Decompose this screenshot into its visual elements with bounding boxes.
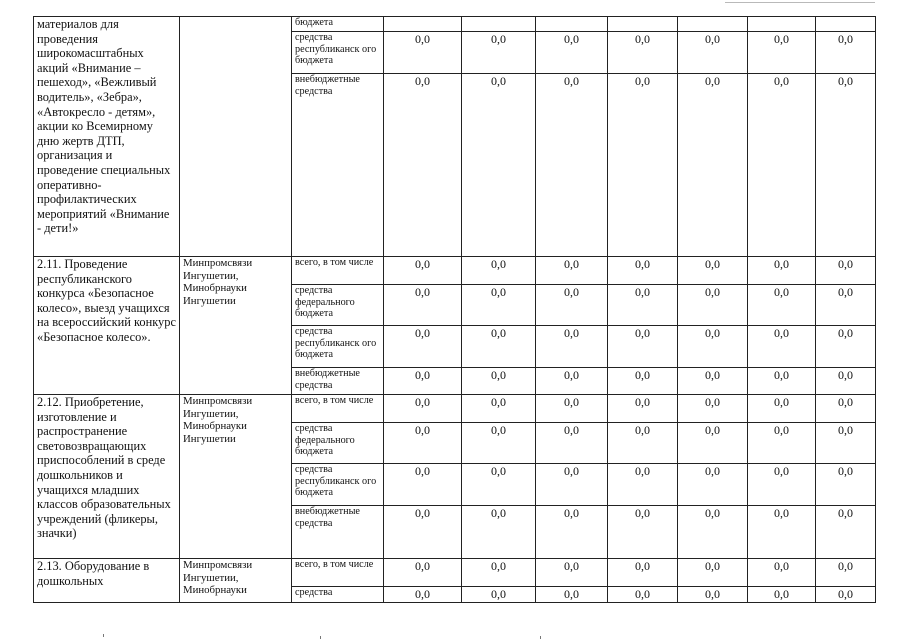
value-cell: 0,0: [536, 368, 608, 395]
executor-cell: Минпромсвязи Ингушетии, Минобрнауки: [180, 559, 292, 603]
value-cell: 0,0: [384, 423, 462, 464]
table-row: [34, 559, 876, 587]
value-cell: 0,0: [816, 464, 876, 506]
value-cell: 0,0: [462, 559, 536, 587]
value-cell: [536, 17, 608, 32]
value-cell: 0,0: [462, 326, 536, 368]
value-cell: 0,0: [816, 257, 876, 285]
value-cell: 0,0: [384, 559, 462, 587]
value-cell: 0,0: [816, 395, 876, 423]
value-cell: 0,0: [678, 326, 748, 368]
funding-source-cell: средства федерального бюджета: [292, 285, 384, 326]
value-cell: 0,0: [608, 423, 678, 464]
value-cell: 0,0: [384, 285, 462, 326]
value-cell: 0,0: [462, 464, 536, 506]
value-cell: 0,0: [384, 587, 462, 603]
value-cell: 0,0: [678, 587, 748, 603]
value-cell: 0,0: [536, 423, 608, 464]
value-cell: 0,0: [536, 587, 608, 603]
value-cell: 0,0: [678, 74, 748, 257]
value-cell: 0,0: [816, 74, 876, 257]
value-cell: 0,0: [816, 326, 876, 368]
value-cell: 0,0: [608, 506, 678, 559]
value-cell: 0,0: [678, 257, 748, 285]
value-cell: 0,0: [678, 395, 748, 423]
value-cell: 0,0: [816, 285, 876, 326]
funding-source-cell: внебюджетные средства: [292, 368, 384, 395]
scan-speck: [540, 636, 541, 639]
value-cell: 0,0: [748, 257, 816, 285]
value-cell: [384, 17, 462, 32]
value-cell: 0,0: [462, 368, 536, 395]
value-cell: [678, 17, 748, 32]
value-cell: 0,0: [608, 32, 678, 74]
value-cell: 0,0: [536, 464, 608, 506]
value-cell: 0,0: [816, 32, 876, 74]
value-cell: [462, 17, 536, 32]
value-cell: 0,0: [748, 506, 816, 559]
value-cell: 0,0: [816, 587, 876, 603]
value-cell: 0,0: [462, 395, 536, 423]
value-cell: 0,0: [816, 368, 876, 395]
scan-speck: [103, 634, 104, 637]
value-cell: 0,0: [384, 395, 462, 423]
value-cell: [608, 17, 678, 32]
executor-cell: [180, 17, 292, 257]
value-cell: 0,0: [748, 74, 816, 257]
value-cell: 0,0: [678, 506, 748, 559]
value-cell: 0,0: [748, 587, 816, 603]
value-cell: 0,0: [608, 559, 678, 587]
funding-source-cell: всего, в том числе: [292, 257, 384, 285]
activity-cell: 2.11. Проведение республиканского конкурса «Безопасное колесо», выезд учащихся на всероссийский конкурс «Безопасное колесо».: [34, 257, 180, 395]
funding-source-cell: внебюджетные средства: [292, 74, 384, 257]
value-cell: 0,0: [384, 326, 462, 368]
budget-table: [33, 16, 876, 603]
value-cell: 0,0: [462, 32, 536, 74]
value-cell: 0,0: [608, 395, 678, 423]
funding-source-cell: всего, в том числе: [292, 559, 384, 587]
value-cell: 0,0: [748, 368, 816, 395]
value-cell: 0,0: [536, 257, 608, 285]
value-cell: 0,0: [678, 368, 748, 395]
value-cell: 0,0: [608, 464, 678, 506]
value-cell: 0,0: [536, 74, 608, 257]
value-cell: 0,0: [678, 464, 748, 506]
value-cell: 0,0: [748, 395, 816, 423]
funding-source-cell: средства республиканск ого бюджета: [292, 32, 384, 74]
table-row: [34, 395, 876, 423]
value-cell: 0,0: [608, 285, 678, 326]
value-cell: 0,0: [384, 506, 462, 559]
value-cell: 0,0: [536, 395, 608, 423]
value-cell: 0,0: [748, 559, 816, 587]
value-cell: 0,0: [748, 32, 816, 74]
value-cell: 0,0: [384, 74, 462, 257]
funding-source-cell: средства: [292, 587, 384, 603]
scan-speck: [320, 636, 321, 639]
value-cell: 0,0: [462, 506, 536, 559]
value-cell: 0,0: [462, 257, 536, 285]
executor-cell: Минпромсвязи Ингушетии, Минобрнауки Ингушетии: [180, 395, 292, 559]
value-cell: 0,0: [748, 423, 816, 464]
value-cell: 0,0: [384, 368, 462, 395]
funding-source-cell: всего, в том числе: [292, 395, 384, 423]
activity-cell: 2.13. Оборудование в дошкольных: [34, 559, 180, 603]
activity-cell: 2.12. Приобретение, изготовление и распространение световозвращающих приспособлений в среде дошкольников и учащихся младших классов образовательных учреждений (фликеры, значки): [34, 395, 180, 559]
value-cell: 0,0: [816, 559, 876, 587]
value-cell: 0,0: [608, 257, 678, 285]
funding-source-cell: внебюджетные средства: [292, 506, 384, 559]
value-cell: 0,0: [536, 326, 608, 368]
value-cell: 0,0: [678, 559, 748, 587]
value-cell: 0,0: [462, 285, 536, 326]
value-cell: [748, 17, 816, 32]
value-cell: 0,0: [678, 423, 748, 464]
value-cell: 0,0: [608, 587, 678, 603]
value-cell: [816, 17, 876, 32]
value-cell: 0,0: [678, 32, 748, 74]
value-cell: 0,0: [536, 559, 608, 587]
value-cell: 0,0: [748, 326, 816, 368]
executor-cell: Минпромсвязи Ингушетии, Минобрнауки Ингушетии: [180, 257, 292, 395]
scan-artifact-line: [725, 2, 875, 3]
activity-cell: материалов для проведения широкомасштабных акций «Внимание – пешеход», «Вежливый водитель», «Зебра», «Автокресло - детям», акции ко Всемирному дню жертв ДТП, организация и проведение специальных оперативно-профилактических мероприятий «Внимание - дети!»: [34, 17, 180, 257]
value-cell: 0,0: [748, 464, 816, 506]
value-cell: 0,0: [748, 285, 816, 326]
value-cell: 0,0: [816, 506, 876, 559]
table-row: [34, 17, 876, 32]
table-row: [34, 257, 876, 285]
value-cell: 0,0: [608, 326, 678, 368]
value-cell: 0,0: [608, 74, 678, 257]
value-cell: 0,0: [608, 368, 678, 395]
value-cell: 0,0: [384, 257, 462, 285]
value-cell: 0,0: [384, 464, 462, 506]
funding-source-cell: средства федерального бюджета: [292, 423, 384, 464]
value-cell: 0,0: [536, 32, 608, 74]
funding-source-cell: средства республиканск ого бюджета: [292, 326, 384, 368]
value-cell: 0,0: [816, 423, 876, 464]
value-cell: 0,0: [536, 285, 608, 326]
value-cell: 0,0: [462, 74, 536, 257]
value-cell: 0,0: [462, 587, 536, 603]
value-cell: 0,0: [536, 506, 608, 559]
value-cell: 0,0: [462, 423, 536, 464]
value-cell: 0,0: [678, 285, 748, 326]
value-cell: 0,0: [384, 32, 462, 74]
funding-source-cell: бюджета: [292, 17, 384, 32]
funding-source-cell: средства республиканск ого бюджета: [292, 464, 384, 506]
